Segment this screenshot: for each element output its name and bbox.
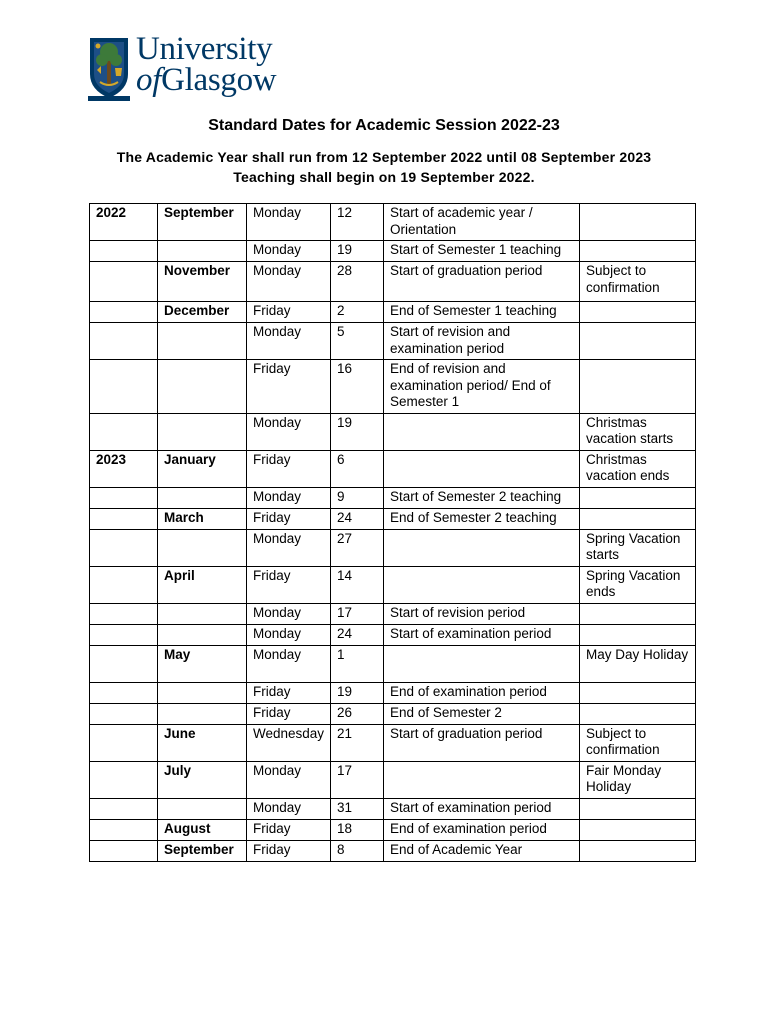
table-row	[90, 508, 696, 529]
note-cell	[580, 840, 696, 861]
table-row	[90, 603, 696, 624]
year-cell	[90, 566, 158, 603]
event-cell: Start of Semester 1 teaching	[384, 241, 580, 262]
note-cell: Subject to confirmation	[580, 262, 696, 302]
month-cell	[158, 323, 247, 360]
month-cell: September	[158, 840, 247, 861]
table-row	[90, 703, 696, 724]
day-cell: Monday	[247, 624, 331, 645]
date-cell: 21	[331, 724, 384, 761]
note-cell: Spring Vacation ends	[580, 566, 696, 603]
event-cell: Start of Semester 2 teaching	[384, 487, 580, 508]
logo-of: of	[136, 62, 162, 98]
date-cell: 9	[331, 487, 384, 508]
month-cell: May	[158, 645, 247, 682]
year-cell	[90, 819, 158, 840]
table-row	[90, 840, 696, 861]
table-row	[90, 450, 696, 487]
event-cell	[384, 761, 580, 798]
month-cell: November	[158, 262, 247, 302]
note-cell	[580, 487, 696, 508]
day-cell: Monday	[247, 603, 331, 624]
day-cell: Friday	[247, 508, 331, 529]
note-cell	[580, 241, 696, 262]
note-cell	[580, 302, 696, 323]
year-cell	[90, 724, 158, 761]
day-cell: Friday	[247, 703, 331, 724]
event-cell: Start of academic year / Orientation	[384, 204, 580, 241]
month-cell	[158, 682, 247, 703]
note-cell: May Day Holiday	[580, 645, 696, 682]
day-cell: Monday	[247, 204, 331, 241]
day-cell: Friday	[247, 360, 331, 414]
year-cell	[90, 603, 158, 624]
note-cell	[580, 798, 696, 819]
month-cell	[158, 360, 247, 414]
note-cell	[580, 819, 696, 840]
event-cell: End of revision and examination period/ End of Semester 1	[384, 360, 580, 414]
year-cell: 2022	[90, 204, 158, 241]
table-row	[90, 204, 696, 241]
table-row	[90, 487, 696, 508]
document-title: Standard Dates for Academic Session 2022-23	[208, 117, 560, 134]
date-cell: 16	[331, 360, 384, 414]
month-cell: April	[158, 566, 247, 603]
event-cell: End of examination period	[384, 819, 580, 840]
table-row	[90, 262, 696, 302]
year-cell	[90, 413, 158, 450]
date-cell: 19	[331, 413, 384, 450]
date-cell: 26	[331, 703, 384, 724]
note-cell: Christmas vacation starts	[580, 413, 696, 450]
logo-glasgow: Glasgow	[161, 62, 277, 98]
date-cell: 17	[331, 603, 384, 624]
date-cell: 14	[331, 566, 384, 603]
date-cell: 28	[331, 262, 384, 302]
event-cell: Start of examination period	[384, 798, 580, 819]
year-cell	[90, 241, 158, 262]
table-row	[90, 413, 696, 450]
year-cell	[90, 840, 158, 861]
subtitle-line-2: Teaching shall begin on 19 September 2022.	[233, 169, 535, 185]
day-cell: Friday	[247, 566, 331, 603]
month-cell	[158, 529, 247, 566]
date-cell: 31	[331, 798, 384, 819]
note-cell	[580, 360, 696, 414]
event-cell	[384, 645, 580, 682]
month-cell	[158, 413, 247, 450]
note-cell	[580, 204, 696, 241]
note-cell	[580, 603, 696, 624]
event-cell: Start of graduation period	[384, 262, 580, 302]
note-cell: Christmas vacation ends	[580, 450, 696, 487]
year-cell	[90, 703, 158, 724]
table-row	[90, 302, 696, 323]
year-cell	[90, 323, 158, 360]
day-cell: Friday	[247, 819, 331, 840]
year-cell	[90, 529, 158, 566]
date-cell: 2	[331, 302, 384, 323]
year-cell	[90, 761, 158, 798]
day-cell: Friday	[247, 302, 331, 323]
event-cell: Start of revision and examination period	[384, 323, 580, 360]
year-cell	[90, 645, 158, 682]
event-cell: End of examination period	[384, 682, 580, 703]
university-logo	[88, 31, 288, 106]
month-cell: August	[158, 819, 247, 840]
date-cell: 19	[331, 682, 384, 703]
month-cell: March	[158, 508, 247, 529]
table-row	[90, 529, 696, 566]
day-cell: Wednesday	[247, 724, 331, 761]
date-cell: 24	[331, 508, 384, 529]
day-cell: Friday	[247, 450, 331, 487]
date-cell: 27	[331, 529, 384, 566]
month-cell: July	[158, 761, 247, 798]
year-cell	[90, 624, 158, 645]
event-cell: Start of revision period	[384, 603, 580, 624]
logo-line-of-glasgow	[136, 62, 277, 98]
month-cell	[158, 487, 247, 508]
date-cell: 18	[331, 819, 384, 840]
date-cell: 5	[331, 323, 384, 360]
day-cell: Friday	[247, 682, 331, 703]
year-cell	[90, 682, 158, 703]
note-cell	[580, 682, 696, 703]
document-subtitle	[0, 147, 768, 187]
logo-line-university: University	[136, 31, 273, 67]
day-cell: Monday	[247, 487, 331, 508]
date-cell: 19	[331, 241, 384, 262]
table-row	[90, 798, 696, 819]
event-cell: End of Semester 1 teaching	[384, 302, 580, 323]
day-cell: Monday	[247, 761, 331, 798]
note-cell	[580, 323, 696, 360]
event-cell: End of Semester 2 teaching	[384, 508, 580, 529]
logo-wordmark	[136, 31, 277, 98]
note-cell: Spring Vacation starts	[580, 529, 696, 566]
day-cell: Monday	[247, 262, 331, 302]
day-cell: Friday	[247, 840, 331, 861]
date-cell: 17	[331, 761, 384, 798]
month-cell	[158, 703, 247, 724]
year-cell: 2023	[90, 450, 158, 487]
subtitle-line-1: The Academic Year shall run from 12 September 2022 until 08 September 2023	[116, 149, 652, 165]
university-crest-icon	[88, 34, 130, 102]
event-cell: End of Semester 2	[384, 703, 580, 724]
month-cell: December	[158, 302, 247, 323]
year-cell	[90, 262, 158, 302]
event-cell: End of Academic Year	[384, 840, 580, 861]
table-row	[90, 323, 696, 360]
year-cell	[90, 302, 158, 323]
table-row	[90, 724, 696, 761]
academic-dates-table	[89, 203, 696, 862]
day-cell: Monday	[247, 645, 331, 682]
event-cell	[384, 450, 580, 487]
event-cell: Start of examination period	[384, 624, 580, 645]
note-cell	[580, 508, 696, 529]
day-cell: Monday	[247, 413, 331, 450]
table-row	[90, 566, 696, 603]
day-cell: Monday	[247, 798, 331, 819]
year-cell	[90, 508, 158, 529]
month-cell: June	[158, 724, 247, 761]
month-cell: September	[158, 204, 247, 241]
table-row	[90, 761, 696, 798]
year-cell	[90, 360, 158, 414]
month-cell	[158, 603, 247, 624]
note-cell	[580, 624, 696, 645]
day-cell: Monday	[247, 529, 331, 566]
year-cell	[90, 487, 158, 508]
table-row	[90, 241, 696, 262]
note-cell	[580, 703, 696, 724]
date-cell: 8	[331, 840, 384, 861]
table-row	[90, 819, 696, 840]
day-cell: Monday	[247, 241, 331, 262]
date-cell: 6	[331, 450, 384, 487]
event-cell	[384, 413, 580, 450]
month-cell	[158, 241, 247, 262]
day-cell: Monday	[247, 323, 331, 360]
date-cell: 24	[331, 624, 384, 645]
note-cell: Subject to confirmation	[580, 724, 696, 761]
event-cell	[384, 566, 580, 603]
note-cell: Fair Monday Holiday	[580, 761, 696, 798]
event-cell	[384, 529, 580, 566]
table-row	[90, 682, 696, 703]
date-cell: 1	[331, 645, 384, 682]
table-row	[90, 360, 696, 414]
event-cell: Start of graduation period	[384, 724, 580, 761]
month-cell	[158, 798, 247, 819]
date-cell: 12	[331, 204, 384, 241]
table-row	[90, 645, 696, 682]
month-cell	[158, 624, 247, 645]
month-cell: January	[158, 450, 247, 487]
table-row	[90, 624, 696, 645]
year-cell	[90, 798, 158, 819]
